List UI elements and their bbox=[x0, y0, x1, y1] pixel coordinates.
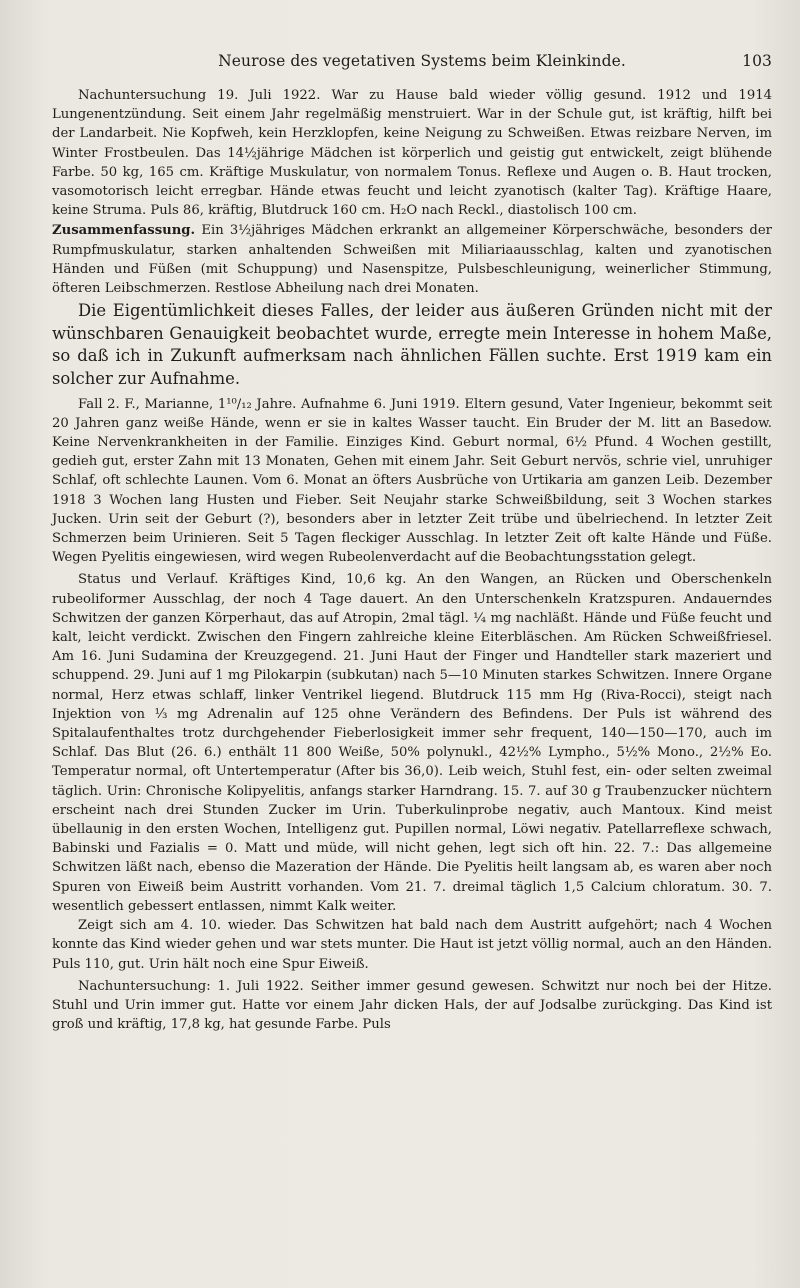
summary-heading: Zusammenfassung. bbox=[52, 223, 196, 239]
paragraph-nachuntersuchung-2: Nachuntersuchung: 1. Juli 1922. Seither immer gesund gewesen. Schwitzt nur noch bei der Hitze. Stuhl und Urin immer gut. Hatte vor einem Jahr dicken Hals, der auf Jodsalbe zurückging. Das Kind ist groß und kräftig, 17,8 kg, hat gesunde Farbe. Puls bbox=[52, 978, 772, 1033]
summary-text: Ein 3½jähriges Mädchen erkrankt an allgemeiner Körperschwäche, besonders der Rumpfmuskulatur, starken anhaltenden Schweißen mit Miliariaausschlag, kalten und zyanotischen Händen und Füßen (mit Schuppung) und Nasenspitze, Pulsbeschleunigung, weinerlicher Stimmung, öfteren Leibschmerzen. Restlose Abheilung nach drei Monaten. bbox=[52, 223, 772, 297]
running-header bbox=[52, 52, 772, 86]
paragraph-follow-up: Zeigt sich am 4. 10. wieder. Das Schwitzen hat bald nach dem Austritt aufgehört; nach 4 Wochen konnte das Kind wieder gehen und war stets munter. Die Haut ist jetzt völlig normal, auch an den Händen. Puls 110, gut. Urin hält noch eine Spur Eiweiß. bbox=[52, 918, 772, 972]
body-text bbox=[52, 86, 772, 1034]
paragraph-commentary: Die Eigentümlichkeit dieses Falles, der leider aus äußeren Gründen nicht mit der wünschbaren Genauigkeit beobachtet wurde, erregte mein Interesse in hohem Maße, so daß ich in Zukunft aufmerksam nach ähnlichen Fällen suchte. Erst 1919 kam ein solcher zur Aufnahme. bbox=[52, 301, 772, 389]
paragraph-status-verlauf: Status und Verlauf. Kräftiges Kind, 10,6 kg. An den Wangen, an Rücken und Oberschenkeln rubeoliformer Ausschlag, der noch 4 Tage dauert. An den Unterschenkeln Kratzspuren. Andauerndes Schwitzen der ganzen Körperhaut, das auf Atropin, 2mal tägl. ¼ mg nachläßt. Hände und Füße feucht und kalt, leicht verdickt. Zwischen den Fingern zahlreiche kleine Eiterbläschen. Am Rücken Schweißfriesel. Am 16. Juni Sudamina der Kreuzgegend. 21. Juni Haut der Finger und Handteller stark mazeriert und schuppend. 29. Juni auf 1 mg Pilokarpin (subkutan) nach 5—10 Minuten starkes Schwitzen. Innere Organe normal, Herz etwas schlaff, linker Ventrikel liegend. Blutdruck 115 mm Hg (Riva-Rocci), steigt nach Injektion von ⅓ mg Adrenalin auf 125 ohne Verändern des Befindens. Der Puls ist während des Spitalaufenthaltes trotz durchgehender Fieberlosigkeit immer sehr frequent, 140—150—170, auch im Schlaf. Das Blut (26. 6.) enthält 11 800 Weiße, 50% polynukl., 42½% Lympho., 5½% Mono., 2½% Eo. Temperatur normal, oft Untertemperatur (After bis 36,0). Leib weich, Stuhl fest, ein- oder selten zweimal täglich. Urin: Chronische Kolipyelitis, anfangs starker Harndrang. 15. 7. auf 30 g Traubenzucker nüchtern erscheint nach drei Stunden Zucker im Urin. Tuberkulinprobe negativ, auch Mantoux. Kind meist übellaunig in den ersten Wochen, Intelligenz gut. Pupillen normal, Löwi negativ. Patellarreflexe schwach, Babinski und Fazialis = 0. Matt und müde, will nicht gehen, legt sich oft hin. 22. 7.: Das allgemeine Schwitzen läßt nach, ebenso die Mazeration der Hände. Die Pyelitis heilt langsam ab, es waren aber noch Spuren von Eiweiß beim Austritt vorhanden. Vom 21. 7. dreimal täglich 1,5 Calcium chloratum. 30. 7. wesentlich gebessert entlassen, nimmt Kalk weiter. bbox=[52, 572, 772, 914]
paragraph-fall-2: Fall 2. F., Marianne, 1¹⁰/₁₂ Jahre. Aufnahme 6. Juni 1919. Eltern gesund, Vater Ingenieur, bekommt seit 20 Jahren ganz weiße Hände, wenn er sie in kaltes Wasser taucht. Ein Bruder der M. litt an Basedow. Keine Nervenkrankheiten in der Familie. Einziges Kind. Geburt normal, 6½ Pfund. 4 Wochen gestillt, gedieh gut, erster Zahn mit 13 Monaten, Gehen mit einem Jahr. Seit Geburt nervös, schrie viel, unruhiger Schlaf, oft schlechte Launen. Vom 6. Monat an öfters Ausbrüche von Urtikaria am ganzen Leib. Dezember 1918 3 Wochen lang Husten und Fieber. Seit Neujahr starke Schweißbildung, seit 3 Wochen starkes Jucken. Urin seit der Geburt (?), besonders aber in letzter Zeit trübe und übelriechend. In letzter Zeit Schmerzen beim Urinieren. Seit 5 Tagen fleckiger Ausschlag. In letzter Zeit oft kalte Hände und Füße. Wegen Pyelitis eingewiesen, wird wegen Rubeolenverdacht auf die Beobachtungsstation gelegt. bbox=[52, 396, 772, 566]
running-title: Neurose des vegetativen Systems beim Kleinkinde. bbox=[218, 52, 626, 70]
paragraph-summary bbox=[52, 221, 772, 298]
paragraph-nachuntersuchung-1: Nachuntersuchung 19. Juli 1922. War zu Hause bald wieder völlig gesund. 1912 und 1914 Lungenentzündung. Seit einem Jahr regelmäßig menstruiert. War in der Schule gut, ist kräftig, hilft bei der Landarbeit. Nie Kopfweh, kein Herzklopfen, keine Neigung zu Schweißen. Etwas reizbare Nerven, im Winter Frostbeulen. Das 14½jährige Mädchen ist körperlich und geistig gut entwickelt, zeigt blühende Farbe. 50 kg, 165 cm. Kräftige Muskulatur, von normalem Tonus. Reflexe und Augen o. B. Haut trocken, vasomotorisch leicht erregbar. Hände etwas feucht und leicht zyanotisch (kalter Tag). Kräftige Haare, keine Struma. Puls 86, kräftig, Blutdruck 160 cm. H₂O nach Reckl., diastolisch 100 cm. bbox=[52, 88, 772, 219]
page-number: 103 bbox=[742, 52, 772, 70]
